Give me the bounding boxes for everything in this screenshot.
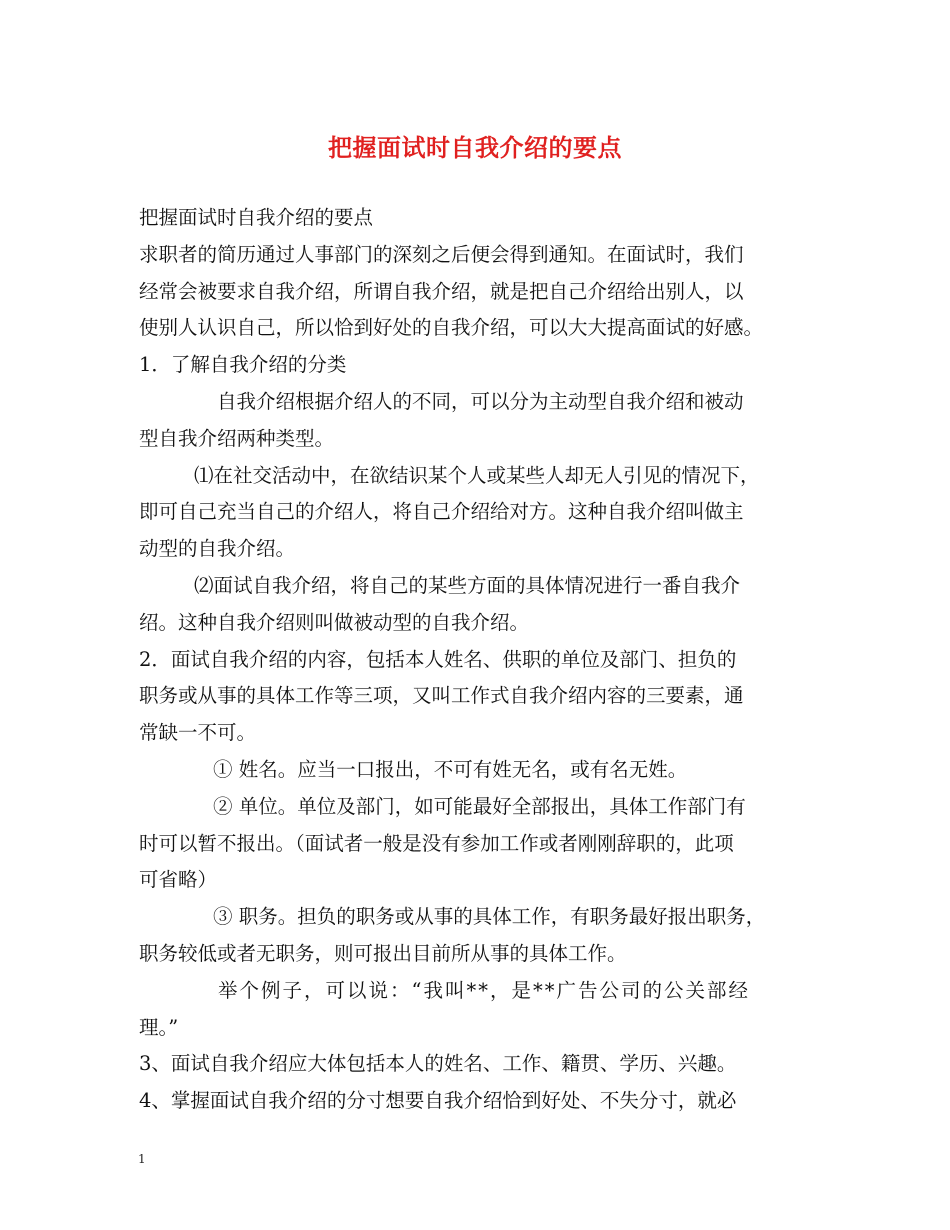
page-number: 1	[138, 1152, 146, 1166]
paragraph-line: 即可自己充当自己的介绍人，将自己介绍给对方。这种自我介绍叫做主	[139, 500, 744, 524]
example-line: 举个例子，可以说：“我叫**，是**广告公司的公关部经	[218, 978, 750, 1002]
paragraph-line: 常缺一不可。	[139, 721, 257, 745]
section-heading: 1．了解自我介绍的分类	[139, 353, 347, 377]
section-heading: 4、掌握面试自我介绍的分寸想要自我介绍恰到好处、不失分寸，就必	[139, 1089, 737, 1113]
paragraph-line: 动型的自我介绍。	[139, 537, 296, 561]
subtitle-line: 把握面试时自我介绍的要点	[139, 206, 374, 229]
paragraph-line: 使别人认识自己，所以恰到好处的自我介绍，可以大大提高面试的好感。	[139, 316, 764, 340]
paragraph-line: 职务或从事的具体工作等三项，又叫工作式自我介绍内容的三要素，通	[139, 684, 744, 708]
paragraph-line: 自我介绍根据介绍人的不同，可以分为主动型自我介绍和被动	[217, 389, 744, 413]
paragraph-line: 型自我介绍两种类型。	[139, 426, 335, 450]
list-item-line: ③ 职务。担负的职务或从事的具体工作，有职务最好报出职务，	[213, 905, 766, 929]
paragraph-line: 绍。这种自我介绍则叫做被动型的自我介绍。	[139, 610, 530, 634]
section-heading: 3、面试自我介绍应大体包括本人的姓名、工作、籍贯、学历、兴趣。	[139, 1052, 737, 1076]
paragraph-line: 职务较低或者无职务，则可报出目前所从事的具体工作。	[139, 941, 627, 965]
paragraph-line: 时可以暂不报出。（面试者一般是没有参加工作或者刚刚辞职的，此项	[139, 831, 734, 855]
list-item-line: ⑴在社交活动中，在欲结识某个人或某些人却无人引见的情况下，	[194, 463, 760, 487]
paragraph-line: 理。”	[139, 1015, 179, 1039]
list-item-line: ② 单位。单位及部门，如可能最好全部报出，具体工作部门有	[213, 794, 746, 818]
list-item-line: ① 姓名。应当一口报出，不可有姓无名，或有名无姓。	[213, 757, 688, 781]
paragraph-line: 可省略）	[139, 868, 218, 892]
paragraph-line: 求职者的简历通过人事部门的深刻之后便会得到通知。在面试时，我们	[139, 242, 744, 266]
list-item-line: ⑵面试自我介绍，将自己的某些方面的具体情况进行一番自我介	[194, 573, 741, 597]
document-body	[139, 200, 839, 1120]
section-heading: 2．面试自我介绍的内容，包括本人姓名、供职的单位及部门、担负的	[139, 647, 737, 671]
page-title: 把握面试时自我介绍的要点	[328, 133, 622, 162]
paragraph-line: 经常会被要求自我介绍，所谓自我介绍，就是把自己介绍给出别人，以	[139, 279, 744, 303]
